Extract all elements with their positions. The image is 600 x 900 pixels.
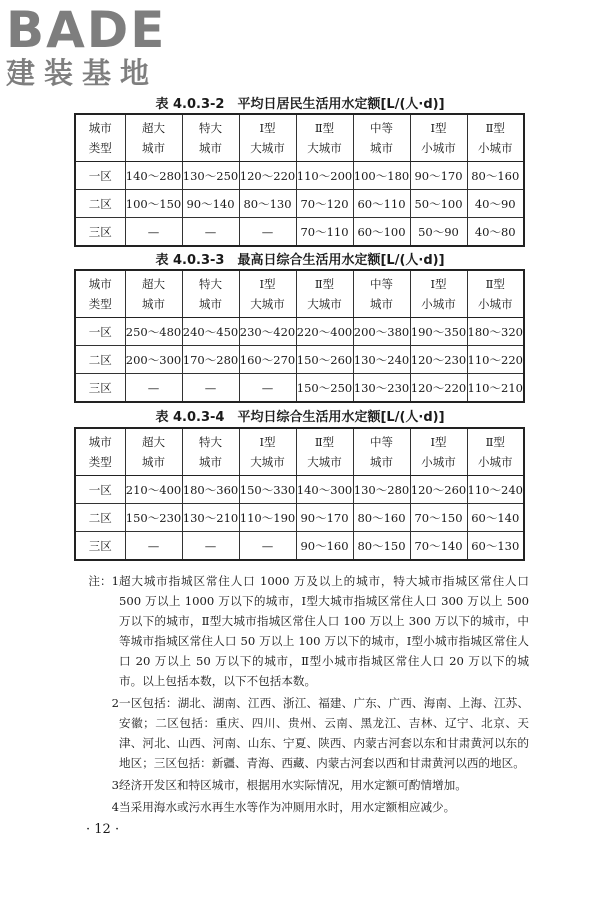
data-cell: —	[182, 374, 239, 403]
header-cell: 大城市	[296, 294, 353, 318]
data-cell: 130～280	[353, 476, 410, 504]
data-cell: 220～400	[296, 318, 353, 346]
region-cell: 一区	[75, 476, 125, 504]
header-cell: 小城市	[467, 138, 524, 162]
data-cell: 70～150	[410, 504, 467, 532]
water-quota-table-4034	[74, 427, 525, 561]
data-cell: 120～220	[410, 374, 467, 403]
note-text: 超大城市指城区常住人口 1000 万及以上的城市，特大城市指城区常住人口 500 万以上 1000 万以下的城市，Ⅰ型大城市指城区常住人口 300 万以上 500 万以下的城市，Ⅱ型大城市指城区常住人口 100 万以上 300 万以下的城市，中等城市指城区常住人口 50 万以上 100 万以下的城市，Ⅰ型小城市指城区常住人口 20 万以上 50 万以下的城市，Ⅱ型小城市指城区常住人口 20 万以下的城市。以上包括本数，以下不包括本数。	[119, 574, 529, 688]
header-cell: Ⅰ型	[239, 428, 296, 452]
data-cell: 130～240	[353, 346, 410, 374]
table-caption-4034: 表 4.0.3-4 平均日综合生活用水定额[L/(人·d)]	[155, 410, 445, 425]
bade-logo	[6, 1, 167, 90]
header-cell: Ⅰ型	[239, 114, 296, 138]
note-text: 经济开发区和特区城市，根据用水实际情况，用水定额可酌情增加。	[119, 778, 467, 792]
header-cell: 特大	[182, 114, 239, 138]
table-caption-4032: 表 4.0.3-2 平均日居民生活用水定额[L/(人·d)]	[155, 97, 445, 112]
data-cell: —	[182, 532, 239, 561]
data-cell: 170～280	[182, 346, 239, 374]
header-cell: 中等	[353, 114, 410, 138]
data-cell: —	[182, 218, 239, 247]
data-cell: 70～120	[296, 190, 353, 218]
data-cell: 70～110	[296, 218, 353, 247]
header-cell: 城市	[75, 428, 125, 452]
data-cell: 80～160	[467, 162, 524, 190]
region-cell: 三区	[75, 374, 125, 403]
data-cell: 60～100	[353, 218, 410, 247]
data-cell: —	[125, 532, 182, 561]
data-cell: 180～320	[467, 318, 524, 346]
table-row	[75, 476, 524, 504]
note-label: 3	[111, 778, 119, 792]
header-cell: 城市	[353, 452, 410, 476]
data-cell: 150～230	[125, 504, 182, 532]
header-cell: 小城市	[467, 452, 524, 476]
region-cell: 一区	[75, 162, 125, 190]
data-cell: 120～220	[239, 162, 296, 190]
data-cell: 200～300	[125, 346, 182, 374]
water-quota-table-4032	[74, 113, 525, 247]
note-label: 2	[111, 696, 119, 710]
data-cell: 250～480	[125, 318, 182, 346]
region-cell: 二区	[75, 346, 125, 374]
data-cell: 210～400	[125, 476, 182, 504]
data-cell: 110～200	[296, 162, 353, 190]
data-cell: —	[239, 532, 296, 561]
data-cell: 90～170	[296, 504, 353, 532]
page-number: · 12 ·	[86, 822, 120, 837]
header-cell: 小城市	[410, 138, 467, 162]
data-cell: 100～150	[125, 190, 182, 218]
data-cell: 40～80	[467, 218, 524, 247]
data-cell: 50～90	[410, 218, 467, 247]
data-cell: 90～170	[410, 162, 467, 190]
header-cell: 类型	[75, 138, 125, 162]
header-cell: 中等	[353, 270, 410, 294]
data-cell: 80～160	[353, 504, 410, 532]
header-cell: Ⅱ型	[467, 428, 524, 452]
header-cell: 城市	[125, 294, 182, 318]
header-cell: 超大	[125, 428, 182, 452]
region-cell: 三区	[75, 532, 125, 561]
header-cell: 城市	[353, 294, 410, 318]
data-cell: —	[239, 218, 296, 247]
data-cell: 160～270	[239, 346, 296, 374]
data-cell: 60～110	[353, 190, 410, 218]
header-cell: 超大	[125, 114, 182, 138]
note-text: 当采用海水或污水再生水等作为冲厕用水时，用水定额相应减少。	[119, 800, 456, 814]
data-cell: 50～100	[410, 190, 467, 218]
data-cell: —	[125, 374, 182, 403]
data-cell: 150～250	[296, 374, 353, 403]
data-cell: 190～350	[410, 318, 467, 346]
region-cell: 二区	[75, 190, 125, 218]
header-cell: 城市	[182, 452, 239, 476]
data-cell: 100～180	[353, 162, 410, 190]
data-cell: 80～130	[239, 190, 296, 218]
header-cell: Ⅱ型	[296, 428, 353, 452]
data-cell: 230～420	[239, 318, 296, 346]
data-cell: 150～330	[239, 476, 296, 504]
header-cell: 城市	[125, 138, 182, 162]
header-cell: 大城市	[296, 452, 353, 476]
data-cell: 240～450	[182, 318, 239, 346]
data-cell: 130～230	[353, 374, 410, 403]
table-row	[75, 532, 524, 561]
data-cell: —	[125, 218, 182, 247]
header-cell: 小城市	[410, 452, 467, 476]
header-cell: 特大	[182, 428, 239, 452]
data-cell: 200～380	[353, 318, 410, 346]
water-quota-table-4033	[74, 269, 525, 403]
header-cell: Ⅰ型	[410, 114, 467, 138]
note-item	[89, 571, 529, 691]
note-item	[89, 775, 529, 795]
region-cell: 三区	[75, 218, 125, 247]
table-row	[75, 162, 524, 190]
data-cell: 110～240	[467, 476, 524, 504]
header-cell: 城市	[353, 138, 410, 162]
header-cell: 大城市	[296, 138, 353, 162]
data-cell: 40～90	[467, 190, 524, 218]
region-cell: 二区	[75, 504, 125, 532]
data-cell: 60～130	[467, 532, 524, 561]
data-cell: 110～220	[467, 346, 524, 374]
data-cell: 80～150	[353, 532, 410, 561]
header-cell: Ⅰ型	[410, 270, 467, 294]
header-cell: 大城市	[239, 138, 296, 162]
data-cell: —	[239, 374, 296, 403]
header-cell: Ⅱ型	[296, 270, 353, 294]
header-cell: Ⅱ型	[467, 114, 524, 138]
data-cell: 70～140	[410, 532, 467, 561]
header-cell: Ⅱ型	[467, 270, 524, 294]
note-text: 一区包括：湖北、湖南、江西、浙江、福建、广东、广西、海南、上海、江苏、安徽；二区包括：重庆、四川、贵州、云南、黑龙江、吉林、辽宁、北京、天津、河北、山西、河南、山东、宁夏、陕西、内蒙古河套以东和甘肃黄河以东的地区；三区包括：新疆、青海、西藏、内蒙古河套以西和甘肃黄河以西的地区。	[119, 696, 529, 770]
data-cell: 150～260	[296, 346, 353, 374]
table-row	[75, 190, 524, 218]
table-caption-4033: 表 4.0.3-3 最高日综合生活用水定额[L/(人·d)]	[155, 253, 445, 268]
data-cell: 60～140	[467, 504, 524, 532]
header-cell: 大城市	[239, 294, 296, 318]
header-cell: 中等	[353, 428, 410, 452]
data-cell: 180～360	[182, 476, 239, 504]
data-cell: 120～230	[410, 346, 467, 374]
header-cell: 类型	[75, 452, 125, 476]
header-cell: Ⅰ型	[239, 270, 296, 294]
header-cell: 城市	[182, 138, 239, 162]
data-cell: 110～210	[467, 374, 524, 403]
data-cell: 90～140	[182, 190, 239, 218]
data-cell: 90～160	[296, 532, 353, 561]
header-cell: 小城市	[467, 294, 524, 318]
data-cell: 130～210	[182, 504, 239, 532]
table-notes	[89, 571, 529, 817]
header-cell: Ⅱ型	[296, 114, 353, 138]
region-cell: 一区	[75, 318, 125, 346]
header-cell: 大城市	[239, 452, 296, 476]
table-row	[75, 218, 524, 247]
table-row	[75, 318, 524, 346]
header-cell: 城市	[182, 294, 239, 318]
header-cell: 超大	[125, 270, 182, 294]
header-cell: 类型	[75, 294, 125, 318]
data-cell: 130～250	[182, 162, 239, 190]
note-item	[89, 797, 529, 817]
table-row	[75, 504, 524, 532]
data-cell: 140～280	[125, 162, 182, 190]
logo-wordmark: BADE	[6, 1, 167, 59]
header-cell: 城市	[75, 270, 125, 294]
logo-subtitle: 建装基地	[6, 56, 159, 90]
header-cell: 城市	[75, 114, 125, 138]
header-cell: 特大	[182, 270, 239, 294]
table-row	[75, 346, 524, 374]
data-cell: 140～300	[296, 476, 353, 504]
data-cell: 110～190	[239, 504, 296, 532]
note-label: 4	[111, 800, 119, 814]
table-row	[75, 374, 524, 403]
note-label: 注：1	[88, 574, 119, 588]
note-item	[89, 693, 529, 773]
header-cell: 小城市	[410, 294, 467, 318]
header-cell: 城市	[125, 452, 182, 476]
data-cell: 120～260	[410, 476, 467, 504]
header-cell: Ⅰ型	[410, 428, 467, 452]
